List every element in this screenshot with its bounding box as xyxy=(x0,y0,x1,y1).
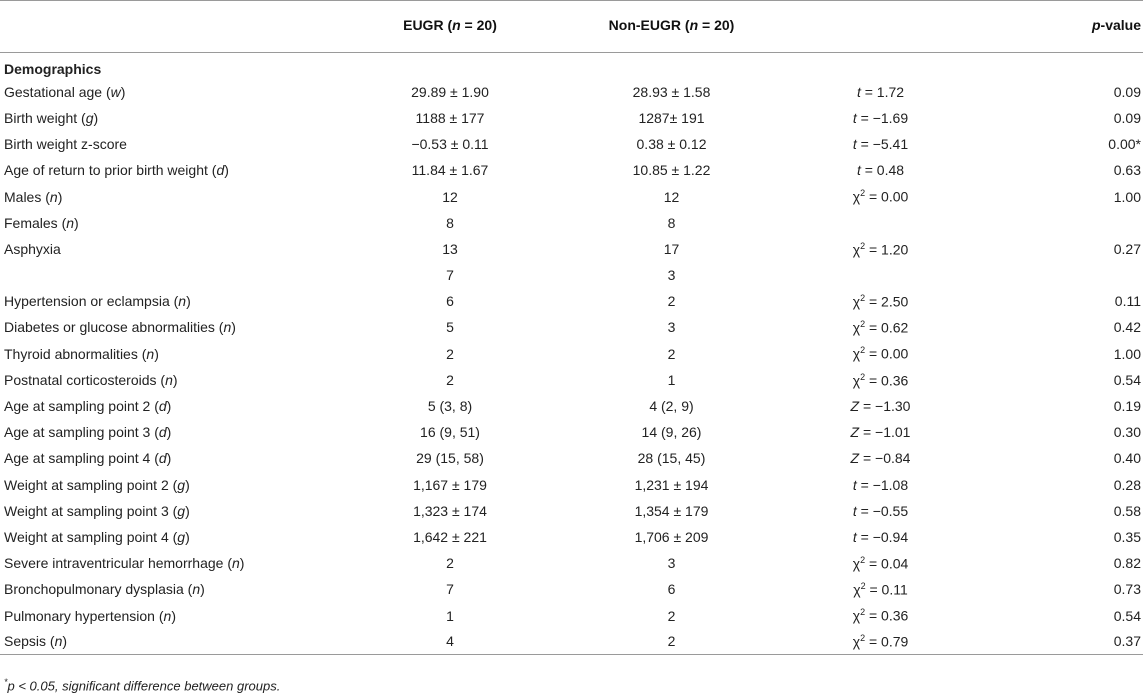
table-row xyxy=(0,105,1143,131)
table-row xyxy=(0,341,1143,367)
eugr-value: 11.84 ± 1.67 xyxy=(411,162,489,179)
header-label-column xyxy=(0,1,355,53)
p-value: 0.54 xyxy=(1113,607,1141,624)
non-eugr-value: 1,354 ± 179 xyxy=(634,502,709,519)
non-eugr-value: 0.38 ± 0.12 xyxy=(636,136,707,153)
p-value: 0.37 xyxy=(963,629,1143,655)
test-statistic: t = −0.55 xyxy=(852,502,909,519)
test-statistic: t = 1.72 xyxy=(856,83,905,100)
test-statistic: Z = −0.84 xyxy=(850,450,911,467)
eugr-value: 2 xyxy=(446,371,454,388)
test-statistic: t = −1.69 xyxy=(852,109,909,126)
p-value: 0.19 xyxy=(1113,398,1141,415)
eugr-value: 29.89 ± 1.90 xyxy=(411,83,489,100)
table-row xyxy=(0,157,1143,183)
non-eugr-value: 6 xyxy=(667,581,676,598)
p-value: 1.00 xyxy=(1113,188,1141,205)
test-statistic: $\chi^2 = 0.36$ xyxy=(852,607,909,624)
row-label: Postnatal corticosteroids (n) xyxy=(4,371,178,388)
row-label: Asphyxia xyxy=(4,240,61,257)
test-statistic: t = −0.94 xyxy=(852,528,909,545)
test-statistic: $\chi^2 = 0.00$ xyxy=(852,188,909,205)
test-statistic: $\chi^2 = 0.79$ xyxy=(798,629,963,655)
eugr-value: 16 (9, 51) xyxy=(420,424,480,441)
p-value: 0.00* xyxy=(1108,136,1141,153)
section-row xyxy=(0,53,1143,79)
non-eugr-value: 3 xyxy=(667,555,676,572)
non-eugr-value: 28 (15, 45) xyxy=(637,450,706,467)
header-p-value: p-value xyxy=(963,1,1143,53)
p-value: 0.42 xyxy=(1113,319,1141,336)
row-label: Males (n) xyxy=(4,188,63,205)
eugr-value: 1188 ± 177 xyxy=(415,109,485,126)
table-row xyxy=(0,183,1143,209)
non-eugr-value: 17 xyxy=(663,240,680,257)
table-row xyxy=(0,314,1143,340)
eugr-value: −0.53 ± 0.11 xyxy=(411,136,489,153)
p-value: 1.00 xyxy=(1113,345,1141,362)
non-eugr-value: 2 xyxy=(667,293,676,310)
table-row xyxy=(0,288,1143,314)
eugr-value: 7 xyxy=(446,267,454,284)
non-eugr-value: 14 (9, 26) xyxy=(641,424,702,441)
row-label: Diabetes or glucose abnormalities (n) xyxy=(4,319,236,336)
eugr-value: 1 xyxy=(446,607,454,624)
row-label: Age of return to prior birth weight (d) xyxy=(4,162,229,179)
test-statistic: Z = −1.01 xyxy=(850,424,911,441)
table-row xyxy=(0,472,1143,498)
eugr-value: 1,323 ± 174 xyxy=(413,502,487,519)
non-eugr-value: 2 xyxy=(545,629,798,655)
row-label: Age at sampling point 4 (d) xyxy=(4,450,172,467)
test-statistic: $\chi^2 = 1.20$ xyxy=(852,240,909,258)
non-eugr-value: 4 (2, 9) xyxy=(649,398,694,415)
p-value: 0.27 xyxy=(1113,240,1141,257)
p-value: 0.28 xyxy=(1113,476,1141,493)
row-label: Age at sampling point 2 (d) xyxy=(4,398,172,415)
section-title: Demographics xyxy=(4,60,102,77)
test-statistic: $\chi^2 = 0.04$ xyxy=(852,554,909,572)
table-footnote: *p < 0.05, significant difference between groups. xyxy=(4,677,281,694)
p-value: 0.54 xyxy=(1113,371,1141,388)
non-eugr-value: 1,706 ± 209 xyxy=(634,528,709,545)
row-label: Females (n) xyxy=(4,214,79,231)
test-statistic: $\chi^2 = 0.62$ xyxy=(852,319,909,336)
p-value: 0.30 xyxy=(1113,424,1141,441)
p-value xyxy=(963,262,1143,288)
non-eugr-value: 1,231 ± 194 xyxy=(634,476,709,493)
table-row xyxy=(0,576,1143,602)
row-label: Pulmonary hypertension (n) xyxy=(4,607,176,624)
eugr-value: 1,167 ± 179 xyxy=(413,476,487,493)
row-label: Weight at sampling point 2 (g) xyxy=(4,476,190,493)
non-eugr-value: 2 xyxy=(667,607,676,624)
eugr-value: 2 xyxy=(446,555,454,572)
eugr-value: 8 xyxy=(446,214,454,231)
table-row xyxy=(0,367,1143,393)
test-statistic: $\chi^2 = 2.50$ xyxy=(852,292,909,310)
eugr-value: 6 xyxy=(446,293,454,310)
test-statistic: $\chi^2 = 0.36$ xyxy=(852,371,909,389)
header-eugr: EUGR (n = 20) xyxy=(355,1,545,53)
table-row xyxy=(0,131,1143,157)
p-value: 0.82 xyxy=(1113,555,1141,572)
table-row xyxy=(0,550,1143,576)
eugr-value: 4 xyxy=(355,629,545,655)
table-row xyxy=(0,498,1143,524)
test-statistic: $\chi^2 = 0.00$ xyxy=(852,345,909,362)
p-value: 0.11 xyxy=(1114,293,1141,310)
eugr-value: 29 (15, 58) xyxy=(416,450,484,467)
p-value xyxy=(963,210,1143,236)
eugr-value: 5 xyxy=(446,319,454,336)
non-eugr-value: 1 xyxy=(667,371,676,388)
table-row xyxy=(0,629,1143,655)
row-label: Thyroid abnormalities (n) xyxy=(4,345,159,362)
eugr-value: 1,642 ± 221 xyxy=(413,528,487,545)
eugr-value: 12 xyxy=(442,188,458,205)
row-label: Hypertension or eclampsia (n) xyxy=(4,293,191,310)
table-row xyxy=(0,393,1143,419)
eugr-value: 7 xyxy=(446,581,454,598)
non-eugr-value: 8 xyxy=(667,214,676,231)
p-value: 0.40 xyxy=(1113,450,1141,467)
p-value: 0.58 xyxy=(1113,502,1141,519)
test-statistic xyxy=(798,210,963,236)
non-eugr-value: 10.85 ± 1.22 xyxy=(632,162,711,179)
row-label xyxy=(0,262,355,288)
p-value: 0.09 xyxy=(1113,83,1141,100)
table-header xyxy=(0,1,1143,53)
table-row xyxy=(0,445,1143,471)
non-eugr-value: 3 xyxy=(667,319,676,336)
table-row xyxy=(0,524,1143,550)
test-statistic: Z = −1.30 xyxy=(850,398,911,415)
non-eugr-value: 1287± 191 xyxy=(638,109,705,126)
p-value: 0.09 xyxy=(1113,109,1141,126)
table-row xyxy=(0,79,1143,105)
table-row xyxy=(0,262,1143,288)
row-label: Bronchopulmonary dysplasia (n) xyxy=(4,581,205,598)
row-label: Sepsis (n) xyxy=(0,629,355,655)
non-eugr-value: 28.93 ± 1.58 xyxy=(632,83,711,100)
test-statistic: $\chi^2 = 0.11$ xyxy=(853,581,908,598)
row-label: Birth weight (g) xyxy=(4,109,99,126)
non-eugr-value: 12 xyxy=(663,188,680,205)
eugr-value: 13 xyxy=(442,240,458,257)
test-statistic xyxy=(798,262,963,288)
header-non-eugr: Non-EUGR (n = 20) xyxy=(545,1,798,53)
non-eugr-value: 3 xyxy=(667,267,676,284)
test-statistic: t = −1.08 xyxy=(852,476,909,493)
row-label: Gestational age (w) xyxy=(4,83,126,100)
row-label: Age at sampling point 3 (d) xyxy=(4,424,172,441)
header-row xyxy=(0,1,1143,53)
row-label: Birth weight z-score xyxy=(4,136,127,153)
test-statistic: t = −5.41 xyxy=(852,136,909,153)
p-value: 0.63 xyxy=(1113,162,1141,179)
table-row xyxy=(0,210,1143,236)
eugr-value: 5 (3, 8) xyxy=(427,398,473,415)
header-statistic xyxy=(798,1,963,53)
p-value: 0.73 xyxy=(1113,581,1141,598)
test-statistic: t = 0.48 xyxy=(856,162,905,179)
p-value: 0.35 xyxy=(1113,528,1141,545)
table-row xyxy=(0,602,1143,628)
row-label: Severe intraventricular hemorrhage (n) xyxy=(4,555,245,572)
eugr-value: 2 xyxy=(446,345,454,362)
table-row xyxy=(0,236,1143,262)
table-row xyxy=(0,419,1143,445)
table-body xyxy=(0,53,1143,655)
row-label: Weight at sampling point 3 (g) xyxy=(4,502,190,519)
non-eugr-value: 2 xyxy=(667,345,676,362)
row-label: Weight at sampling point 4 (g) xyxy=(4,528,190,545)
